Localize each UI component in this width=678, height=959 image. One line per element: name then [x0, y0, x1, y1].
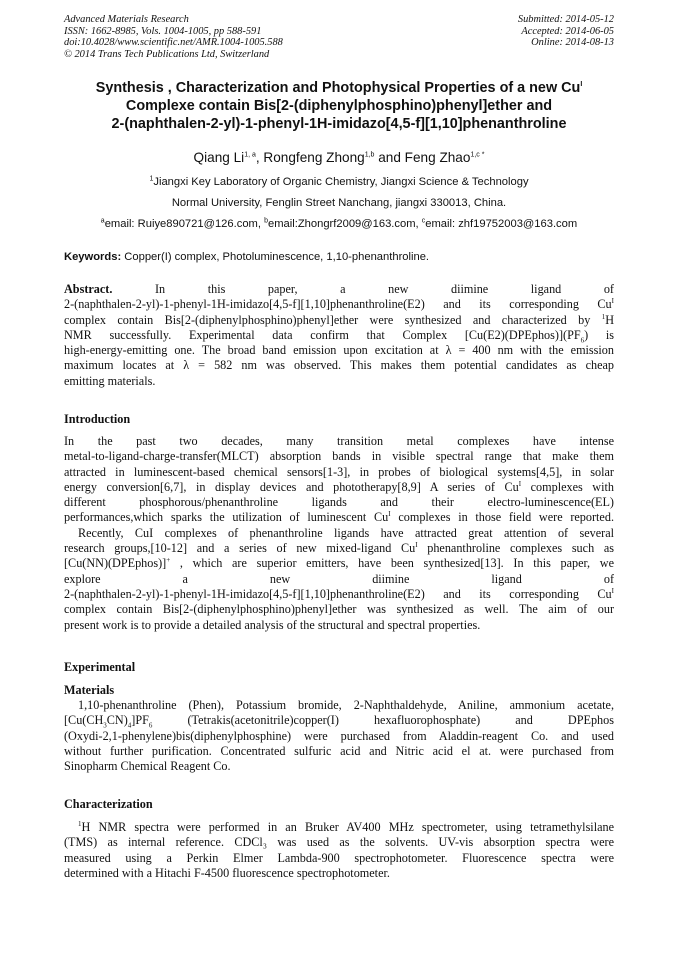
author-3-sup: 1,c * [470, 151, 485, 159]
intro-line-1: In the past two decades, many transition metal complexes have intense [64, 434, 614, 448]
email-c-sup: c [421, 217, 426, 225]
abstract-line-4 [64, 328, 614, 343]
materials-line-3: (Oxydi-2,1-phenylene)bis(diphenylphosphine) were purchased from Aladdin-reagent Co. and used [64, 728, 614, 743]
introduction-block [64, 434, 614, 633]
intro-line-12: complex contain Bis[2-(diphenylphosphino)phenyl]ether was synthesized as well. The aim of our [64, 602, 614, 617]
characterization-block [64, 820, 614, 881]
abstract-text-3b: H [605, 312, 614, 327]
intro-sup-4: I [518, 479, 522, 488]
intro-sup-9: + [166, 556, 171, 565]
abstract-line-3 [64, 313, 614, 328]
abstract-text-3: complex contain Bis[2-(diphenylphosphino)phenyl]ether were synthesized and characterized by [64, 312, 602, 327]
title-line-3: 2-(naphthalen-2-yl)-1-phenyl-1H-imidazo[4,5-f][1,10]phenanthroline [111, 116, 567, 132]
intro-line-9 [64, 556, 614, 571]
affiliation-line-2: Normal University, Fenglin Street Nanchang, jiangxi 330013, China. [171, 197, 507, 209]
abstract-label: Abstract. [64, 282, 113, 296]
abstract-text-1: In this paper, a new diimine ligand of [112, 282, 614, 296]
intro-text-9b: , which are superior emitters, have been synthesized[13]. In this paper, we [170, 556, 614, 571]
abstract-text-4: NMR successfully. Experimental data confirm that Complex [Cu(E2)(DPEphos)](PF [64, 327, 581, 342]
keywords-label: Keywords: [64, 251, 122, 263]
char-sup-1: 1 [78, 820, 82, 828]
abstract-sub-4: 6 [580, 336, 585, 344]
email-a-sup: a [100, 217, 105, 225]
title-line-2: Complexe contain Bis[2-(diphenylphosphino)phenyl]ether and [125, 98, 553, 114]
intro-line-8 [64, 541, 614, 556]
keywords-line [64, 250, 429, 264]
abstract-sup-2: I [611, 297, 614, 306]
materials-heading: Materials [64, 683, 115, 697]
materials-block [64, 698, 614, 774]
materials-text-2c: ]PF [131, 713, 149, 728]
email-a: email: Ruiye890721@126.com, [104, 218, 265, 230]
accepted-date: Accepted: 2014-06-05 [521, 25, 614, 37]
introduction-heading: Introduction [64, 412, 131, 426]
intro-text-9a: [Cu(NN)(DPEphos)] [64, 556, 167, 571]
intro-text-4b: complexes with [521, 479, 614, 494]
intro-text-8b: phenanthroline complexes such as [417, 541, 614, 556]
char-line-3: measured using a Perkin Elmer Lambda-900 spectrophotometer. Fluorescence spectra were [64, 850, 614, 865]
materials-line-2 [64, 713, 614, 728]
abstract-text-2: 2-(naphthalen-2-yl)-1-phenyl-1H-imidazo[4,5-f][1,10]phenanthroline(E2) and its corresponding Cu [64, 297, 612, 312]
intro-sup-11: I [611, 586, 614, 595]
materials-line-1: 1,10-phenanthroline (Phen), Potassium bromide, 2-Naphthaldehyde, Aniline, ammonium acetate, [78, 698, 614, 712]
intro-text-11a: 2-(naphthalen-2-yl)-1-phenyl-1H-imidazo[4,5-f][1,10]phenanthroline(E2) and its corresponding Cu [64, 586, 612, 601]
author-1: Qiang Li [193, 150, 245, 165]
intro-sup-6: I [388, 510, 391, 519]
submitted-date: Submitted: 2014-05-12 [517, 14, 614, 25]
intro-text-4a: energy conversion[6,7], in display devices and phototherapy[8,9] A series of Cu [64, 479, 519, 494]
title-sup: I [580, 81, 583, 89]
doi-line: doi:10.4028/www.scientific.net/AMR.1004-1005.588 [64, 37, 283, 49]
char-line-4: determined with a Hitachi F-4500 fluorescence spectrophotometer. [64, 865, 390, 880]
paper-title [40, 79, 638, 133]
author-3: and Feng Zhao [374, 150, 471, 165]
intro-text-8a: research groups,[10-12] and a series of new mixed-ligand Cu [64, 541, 416, 556]
abstract-text-4b: ) is [584, 327, 614, 342]
affiliation-line-1 [40, 175, 638, 189]
char-line-2: (TMS) as internal reference. CDCl₃ was used as the solvents. UV-vis absorption spectra were [64, 835, 614, 850]
intro-text-6b: complexes in those field were reported. [390, 510, 614, 525]
intro-line-5: different phosphorous/phenanthroline ligands and their electro-luminescence(EL) [64, 495, 614, 510]
intro-line-3: attracted in luminescent-based chemical sensors[1-3], in probes of biological systems[4,5], in solar [64, 464, 614, 479]
materials-sub-1: 3 [103, 721, 107, 729]
email-b: email:Zhongrf2009@163.com, [267, 218, 422, 230]
abstract-line-1 [64, 282, 614, 297]
experimental-heading: Experimental [64, 660, 136, 674]
affiliation-sup: 1 [149, 175, 154, 183]
intro-line-4 [64, 480, 614, 495]
online-date: Online: 2014-08-13 [531, 37, 614, 49]
intro-line-10: explore a new diimine ligand of [64, 571, 614, 586]
materials-sub-3: 6 [148, 721, 153, 729]
characterization-heading: Characterization [64, 797, 153, 811]
intro-line-6 [64, 510, 614, 525]
keywords-text: Copper(I) complex, Photoluminescence, 1,10-phenanthroline. [121, 251, 430, 263]
copyright-line: © 2014 Trans Tech Publications Ltd, Switzerland [64, 48, 270, 60]
materials-text-2d: (Tetrakis(acetonitrile)copper(I) hexafluorophosphate) and DPEphos [152, 713, 614, 728]
abstract-sup-3: 1 [601, 312, 606, 321]
intro-line-7: Recently, CuI complexes of phenanthroline ligands have attracted great attention of several [78, 525, 614, 540]
email-c: email: zhf19752003@163.com [425, 218, 578, 230]
abstract-line-7: emitting materials. [64, 373, 156, 388]
materials-line-5: Sinopharm Chemical Reagent Co. [64, 759, 231, 774]
journal-name: Advanced Materials Research [64, 14, 189, 25]
author-2: , Rongfeng Zhong [255, 150, 365, 165]
materials-line-4: without further purification. Concentrated sulfuric acid and Nitric acid el at. were purchased from [64, 743, 614, 758]
intro-text-6a: performances,which sparks the utilization of luminescent Cu [64, 510, 389, 525]
affiliation-text-1: Jiangxi Key Laboratory of Organic Chemistry, Jiangxi Science & Technology [153, 176, 529, 188]
email-b-sup: b [264, 217, 268, 225]
intro-line-13: present work is to provide a detailed analysis of the structural and spectral properties. [64, 617, 481, 632]
publication-info [64, 14, 283, 60]
abstract-line-6: maximum locates at λ = 582 nm was observed. This makes them potential candidates as cheap [64, 358, 614, 373]
author-list [40, 149, 638, 166]
abstract-block [64, 282, 614, 389]
author-1-sup: 1, a [244, 151, 256, 159]
abstract-line-2 [64, 297, 614, 312]
char-line-1 [64, 820, 614, 835]
materials-sub-2: 4 [127, 721, 132, 729]
email-line [40, 217, 638, 231]
char-text-1: H NMR spectra were performed in an Bruker AV400 MHz spectrometer, using tetramethylsilane [81, 820, 614, 834]
dates-info [518, 14, 614, 49]
materials-text-2a: [Cu(CH [64, 713, 104, 728]
intro-line-2: metal-to-ligand-charge-transfer(MLCT) absorption bands in visible spectral range that make them [64, 449, 614, 464]
materials-text-2b: CN) [106, 713, 128, 728]
intro-sup-8: I [415, 541, 418, 550]
abstract-line-5: high-energy-emitting one. The broad band emission upon excitation at λ = 400 nm with the emission [64, 343, 614, 358]
author-2-sup: 1,b [364, 151, 375, 159]
title-line-1: Synthesis , Characterization and Photophysical Properties of a new Cu [95, 80, 581, 96]
intro-line-11 [64, 587, 614, 602]
issn-line: ISSN: 1662-8985, Vols. 1004-1005, pp 588-591 [64, 25, 262, 37]
